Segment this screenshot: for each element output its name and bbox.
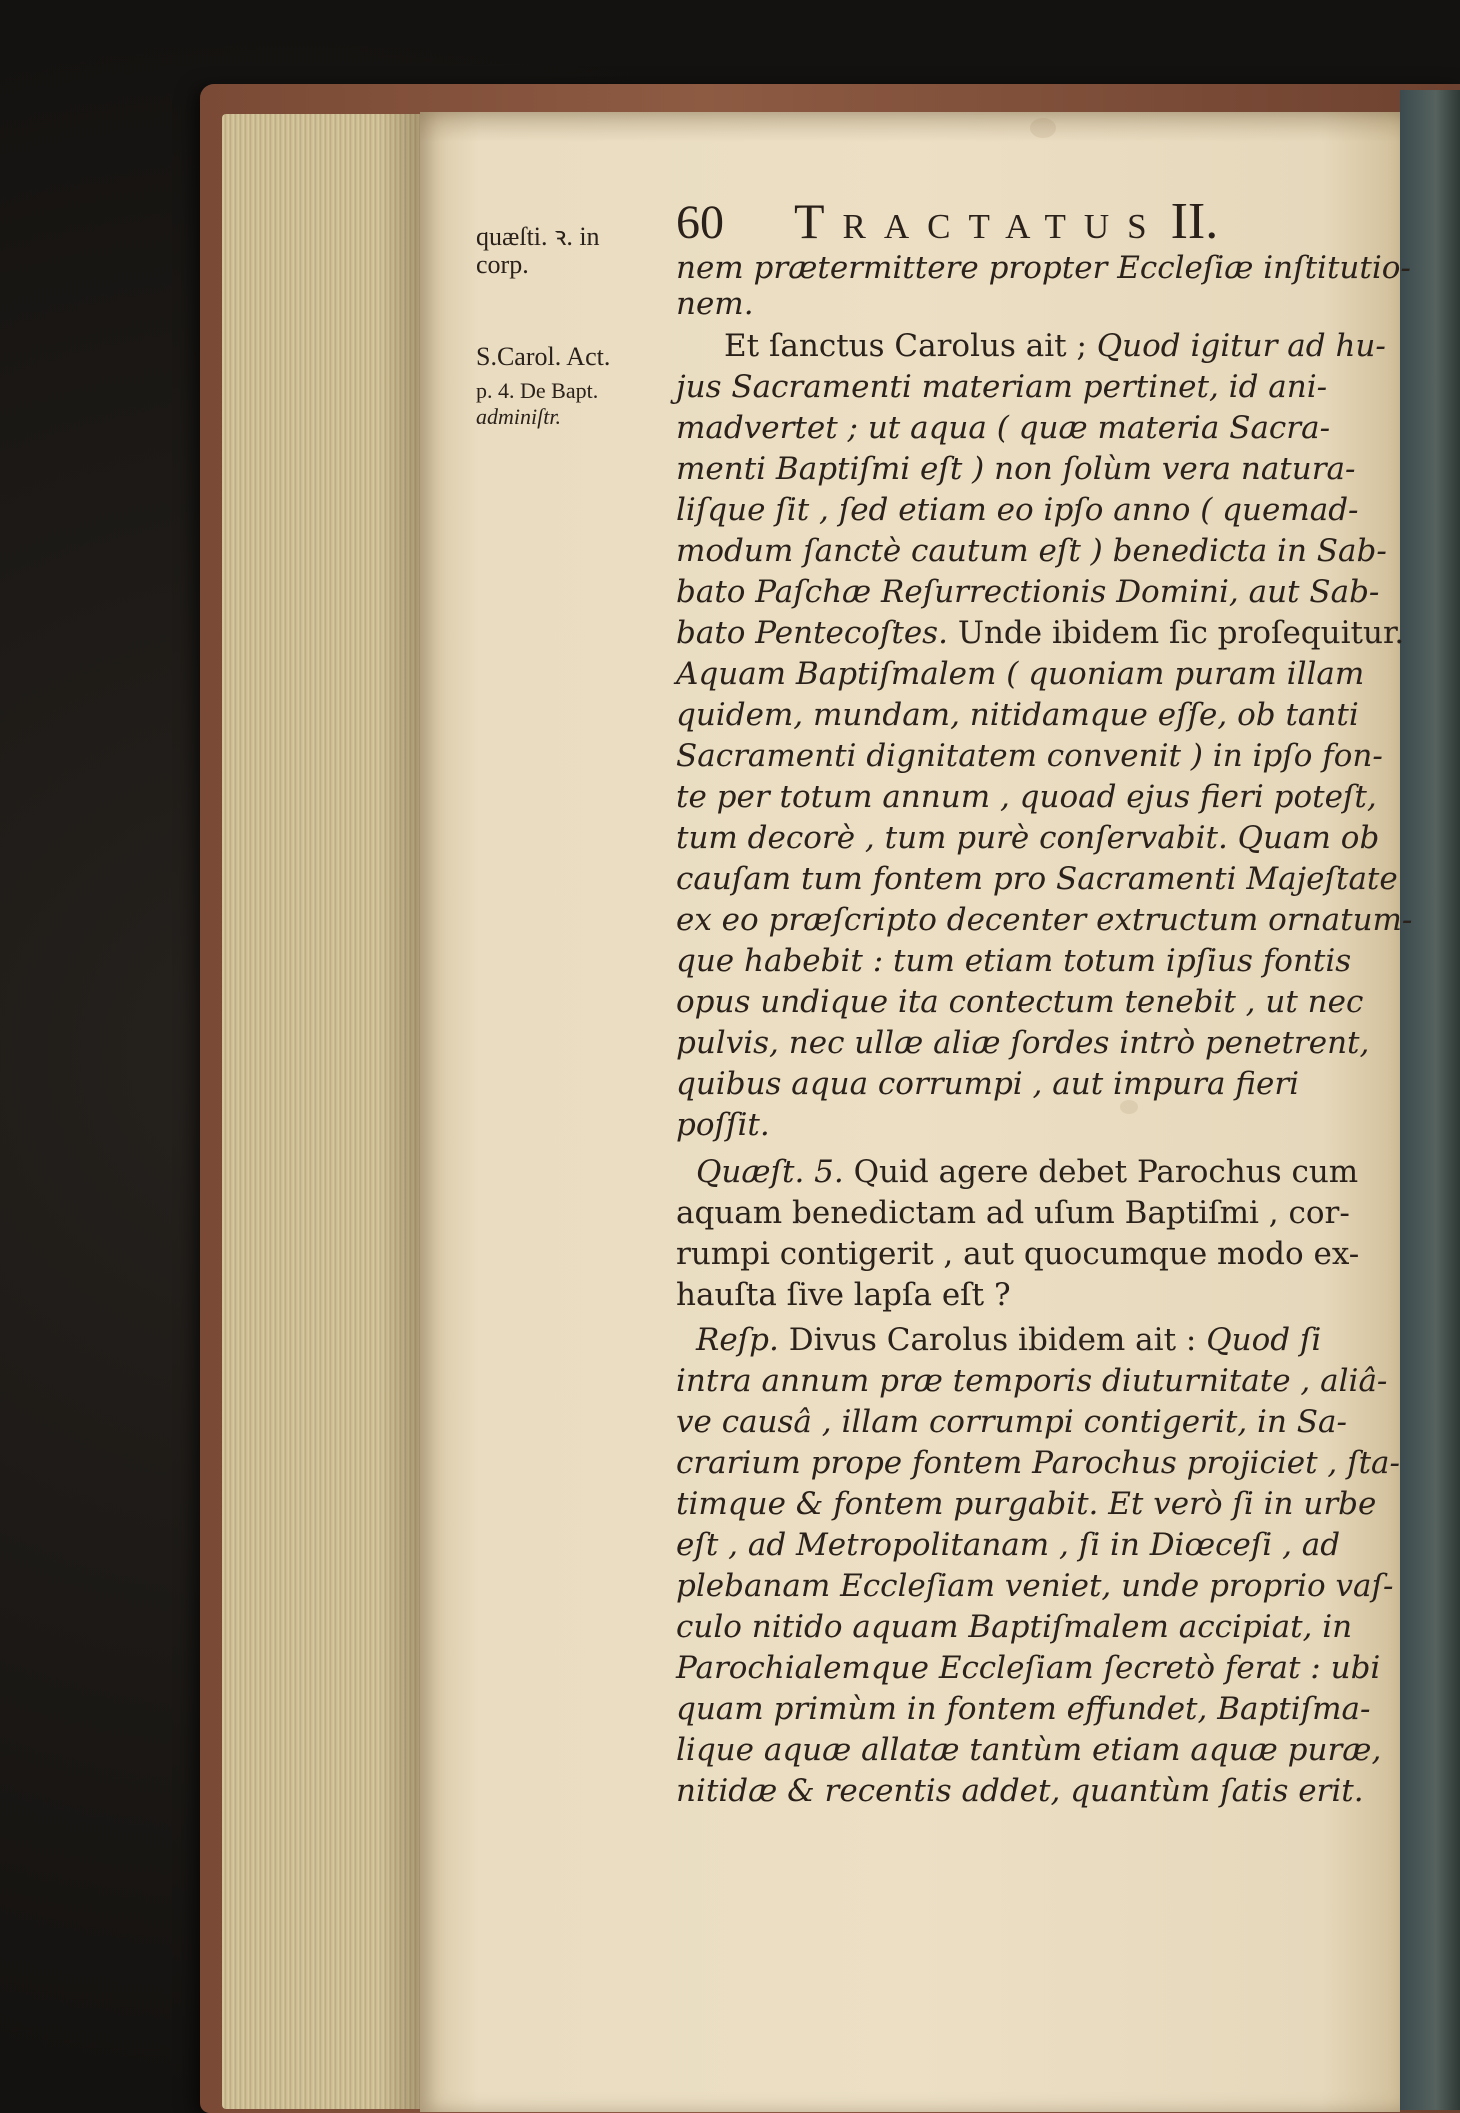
text-line: quidem, mundam, nitidamque eſſe, ob tanti [676, 697, 1359, 733]
text-line: nitidæ & recentis addet, quantùm ſatis erit. [676, 1773, 1364, 1809]
margin-note-2-line-2: p. 4. De Bapt. [476, 378, 599, 403]
text-line: Parochialemque Eccleſiam ſecretò ferat : ubi [676, 1650, 1381, 1686]
text-line: que habebit : tum etiam totum ipſius fontis [676, 943, 1352, 979]
running-title: Tractatus [794, 193, 1165, 249]
text-line: lique aquæ allatæ tantùm etiam aquæ puræ, [676, 1732, 1382, 1768]
text-line: madvertet ; ut aqua ( quæ materia Sacra- [676, 410, 1331, 446]
text-roman: Quid agere debet Parochus cum [853, 1154, 1359, 1190]
text-italic: Quod ſi [1206, 1322, 1322, 1358]
tractatus-number: II. [1170, 193, 1219, 250]
text-line: plebanam Eccleſiam veniet, unde proprio vaſ- [676, 1568, 1394, 1604]
text-line: aquam benedictam ad uſum Baptiſmi , cor- [676, 1195, 1350, 1231]
text-line: Aquam Baptiſmalem ( quoniam puram illam [676, 656, 1365, 692]
text-line: eſt , ad Metropolitanam , ſi in Diœceſi , ad [676, 1527, 1341, 1563]
text-line: culo nitido aquam Baptiſmalem accipiat, in [676, 1609, 1353, 1645]
text-line: quibus aqua corrumpi , aut impura fieri [676, 1066, 1300, 1102]
margin-note-2-line-3-text: adminiſtr. [476, 404, 561, 429]
text-roman: Et ſanctus Carolus ait ; [724, 328, 1097, 364]
text-roman: Divus Carolus ibidem ait : [788, 1322, 1207, 1358]
page-number: 60 [676, 196, 724, 249]
page-gutter-shadow [380, 114, 424, 2109]
text-line: modum ſanctè cautum eſt ) benedicta in Sab- [676, 533, 1387, 569]
text-line: menti Baptiſmi eſt ) non ſolùm vera natura- [676, 451, 1356, 487]
text-line: bato Paſchæ Reſurrectionis Domini, aut Sab- [676, 574, 1380, 610]
facing-cover-edge [1400, 90, 1460, 2110]
paper-stain [1030, 118, 1056, 138]
text-line: opus undique ita contectum tenebit , ut nec [676, 984, 1364, 1020]
text-line: quam primùm in fontem effundet, Baptiſma- [676, 1691, 1371, 1727]
text-line: hauſta ſive lapſa eſt ? [676, 1277, 1011, 1313]
text-roman: Unde ibidem ſic proſequitur. [957, 615, 1405, 651]
text-line: nem. [676, 286, 754, 322]
text-line: poſſit. [676, 1107, 770, 1143]
text-italic: Quod igitur ad hu- [1096, 328, 1386, 364]
page-top-shade [420, 112, 1400, 142]
text-line: timque & fontem purgabit. Et verò ſi in urbe [676, 1486, 1377, 1522]
text-line [676, 613, 1404, 654]
text-line [696, 1152, 1358, 1193]
text-line: ex eo præſcripto decenter extructum ornatum- [676, 902, 1413, 938]
text-italic: bato Pentecoſtes. [676, 615, 958, 651]
text-line: te per totum annum , quoad ejus fieri poteſt, [676, 779, 1377, 815]
text-line: liſque ſit , ſed etiam eo ipſo anno ( quemad- [676, 492, 1359, 528]
text-line [724, 326, 1386, 367]
text-line: nem prætermittere propter Eccleſiæ inſtitutio- [676, 250, 1411, 286]
running-header [676, 192, 1366, 250]
text-line: cauſam tum fontem pro Sacramenti Majeſtate [676, 861, 1398, 897]
margin-note-2-line-1: S.Carol. Act. [476, 342, 611, 371]
text-line: tum decorè , tum purè conſervabit. Quam ob [676, 820, 1380, 856]
text-line: ve causâ , illam corrumpi contigerit, in Sa- [676, 1404, 1347, 1440]
margin-note-1-line-2: corp. [476, 250, 529, 279]
text-column [676, 192, 1413, 1809]
text-line: crarium prope fontem Parochus projiciet , ſta- [676, 1445, 1401, 1481]
text-line: pulvis, nec ullæ aliæ ſordes intrò penetrent, [676, 1025, 1370, 1061]
text-line: jus Sacramenti materiam pertinet, id ani- [676, 369, 1328, 405]
text-italic: Reſp. [696, 1322, 789, 1358]
text-line: intra annum præ temporis diuturnitate , aliâ- [676, 1363, 1388, 1399]
margin-note-1-line-1: quæſti. ꝛ. in [476, 222, 600, 251]
text-line: rumpi contigerit , aut quocumque modo ex- [676, 1236, 1360, 1272]
text-line [696, 1320, 1321, 1361]
text-line: Sacramenti dignitatem convenit ) in ipſo fon- [676, 738, 1383, 774]
text-italic: Quæſt. 5. [696, 1154, 854, 1190]
margin-note-2-line-3 [476, 402, 561, 432]
